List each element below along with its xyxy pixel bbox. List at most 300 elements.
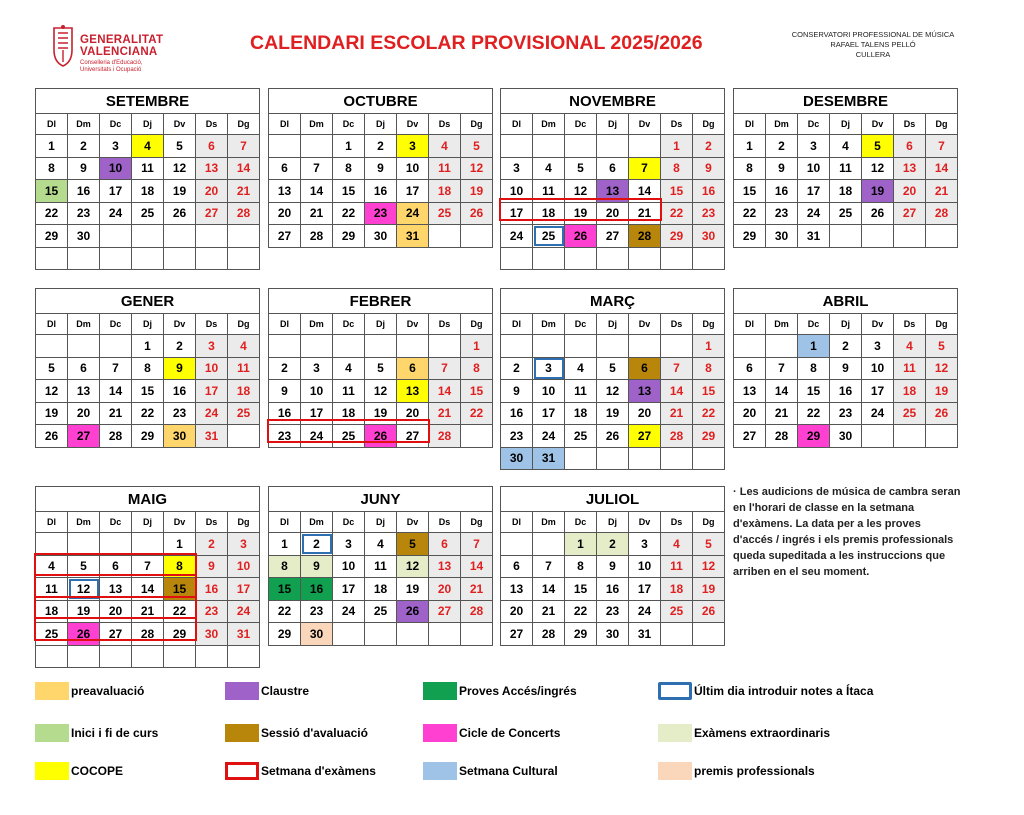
school-line-1: CONSERVATORI PROFESSIONAL DE MÚSICA bbox=[791, 30, 955, 39]
weekday-header: Dv bbox=[629, 314, 661, 335]
weekday-header: Dg bbox=[461, 512, 493, 533]
day-cell: 9 bbox=[196, 555, 228, 578]
weekday-header: Dg bbox=[926, 114, 958, 135]
weekday-header: Ds bbox=[196, 314, 228, 335]
day-cell: 19 bbox=[461, 180, 493, 203]
day-cell: 3 bbox=[533, 357, 565, 380]
day-cell: 25 bbox=[132, 202, 164, 225]
day-cell: 27 bbox=[597, 225, 629, 248]
day-cell: 2 bbox=[164, 335, 196, 358]
day-cell: 26 bbox=[36, 425, 68, 448]
weekday-header: Dj bbox=[597, 512, 629, 533]
empty-cell bbox=[693, 447, 725, 470]
day-cell: 1 bbox=[661, 135, 693, 158]
day-cell: 22 bbox=[36, 202, 68, 225]
day-cell: 3 bbox=[397, 135, 429, 158]
day-cell: 26 bbox=[597, 425, 629, 448]
day-cell: 21 bbox=[461, 578, 493, 601]
day-cell: 11 bbox=[333, 380, 365, 403]
day-cell: 21 bbox=[661, 402, 693, 425]
day-cell: 27 bbox=[100, 623, 132, 646]
day-cell: 9 bbox=[766, 157, 798, 180]
legend-item bbox=[225, 762, 376, 780]
day-cell: 13 bbox=[734, 380, 766, 403]
empty-cell bbox=[629, 447, 661, 470]
day-cell: 10 bbox=[100, 157, 132, 180]
legend-item bbox=[423, 762, 558, 780]
day-cell: 29 bbox=[693, 425, 725, 448]
empty-cell bbox=[533, 335, 565, 358]
empty-cell bbox=[100, 225, 132, 248]
day-cell: 16 bbox=[597, 578, 629, 601]
legend-item bbox=[35, 724, 158, 742]
legend-label: Proves Accés/ingrés bbox=[459, 684, 577, 698]
day-cell: 16 bbox=[693, 180, 725, 203]
day-cell: 21 bbox=[132, 600, 164, 623]
day-cell: 15 bbox=[269, 578, 301, 601]
day-cell: 3 bbox=[798, 135, 830, 158]
day-cell: 10 bbox=[501, 180, 533, 203]
day-cell: 16 bbox=[830, 380, 862, 403]
day-cell: 8 bbox=[36, 157, 68, 180]
day-cell: 18 bbox=[429, 180, 461, 203]
month-table bbox=[35, 486, 260, 668]
day-cell: 9 bbox=[365, 157, 397, 180]
empty-cell bbox=[68, 247, 100, 270]
day-cell: 24 bbox=[798, 202, 830, 225]
day-cell: 7 bbox=[429, 357, 461, 380]
month-table bbox=[500, 486, 725, 646]
day-cell: 1 bbox=[333, 135, 365, 158]
empty-cell bbox=[36, 645, 68, 668]
day-cell: 31 bbox=[397, 225, 429, 248]
month-table bbox=[35, 88, 260, 270]
month-table bbox=[733, 288, 958, 448]
day-cell: 12 bbox=[397, 555, 429, 578]
day-cell: 25 bbox=[830, 202, 862, 225]
day-cell: 5 bbox=[862, 135, 894, 158]
day-cell: 26 bbox=[926, 402, 958, 425]
empty-cell bbox=[894, 425, 926, 448]
day-cell: 10 bbox=[629, 555, 661, 578]
empty-cell bbox=[734, 335, 766, 358]
day-cell: 9 bbox=[501, 380, 533, 403]
day-cell: 31 bbox=[533, 447, 565, 470]
weekday-header: Dg bbox=[228, 512, 260, 533]
weekday-header: Dg bbox=[926, 314, 958, 335]
day-cell: 17 bbox=[301, 402, 333, 425]
day-cell: 1 bbox=[798, 335, 830, 358]
day-cell: 2 bbox=[68, 135, 100, 158]
empty-cell bbox=[228, 247, 260, 270]
weekday-header: Dl bbox=[36, 314, 68, 335]
day-cell: 14 bbox=[132, 578, 164, 601]
empty-cell bbox=[533, 135, 565, 158]
day-cell: 2 bbox=[301, 533, 333, 556]
day-cell: 4 bbox=[132, 135, 164, 158]
empty-cell bbox=[68, 335, 100, 358]
day-cell: 16 bbox=[196, 578, 228, 601]
day-cell: 8 bbox=[661, 157, 693, 180]
day-cell: 13 bbox=[100, 578, 132, 601]
day-cell: 25 bbox=[565, 425, 597, 448]
weekday-header: Dj bbox=[132, 512, 164, 533]
day-cell: 2 bbox=[830, 335, 862, 358]
empty-cell bbox=[333, 335, 365, 358]
day-cell: 24 bbox=[301, 425, 333, 448]
day-cell: 24 bbox=[862, 402, 894, 425]
day-cell: 29 bbox=[565, 623, 597, 646]
day-cell: 11 bbox=[228, 357, 260, 380]
day-cell: 11 bbox=[894, 357, 926, 380]
day-cell: 8 bbox=[461, 357, 493, 380]
day-cell: 12 bbox=[68, 578, 100, 601]
day-cell: 7 bbox=[533, 555, 565, 578]
weekday-header: Dl bbox=[36, 114, 68, 135]
weekday-header: Dm bbox=[533, 512, 565, 533]
day-cell: 27 bbox=[894, 202, 926, 225]
day-cell: 8 bbox=[693, 357, 725, 380]
day-cell: 1 bbox=[36, 135, 68, 158]
legend-item bbox=[423, 682, 577, 700]
day-cell: 6 bbox=[68, 357, 100, 380]
day-cell: 5 bbox=[68, 555, 100, 578]
weekday-header: Dv bbox=[397, 114, 429, 135]
empty-cell bbox=[533, 533, 565, 556]
empty-cell bbox=[661, 335, 693, 358]
empty-cell bbox=[164, 645, 196, 668]
empty-cell bbox=[597, 335, 629, 358]
legend-swatch bbox=[423, 762, 457, 780]
legend-label: Exàmens extraordinaris bbox=[694, 726, 831, 740]
empty-cell bbox=[533, 247, 565, 270]
day-cell: 5 bbox=[36, 357, 68, 380]
month-name: NOVEMBRE bbox=[501, 89, 725, 114]
weekday-header: Dl bbox=[36, 512, 68, 533]
day-cell: 25 bbox=[894, 402, 926, 425]
weekday-header: Dl bbox=[501, 512, 533, 533]
day-cell: 14 bbox=[461, 555, 493, 578]
day-cell: 30 bbox=[164, 425, 196, 448]
day-cell: 21 bbox=[629, 202, 661, 225]
day-cell: 15 bbox=[798, 380, 830, 403]
day-cell: 28 bbox=[429, 425, 461, 448]
weekday-header: Dc bbox=[798, 314, 830, 335]
day-cell: 4 bbox=[894, 335, 926, 358]
day-cell: 27 bbox=[429, 600, 461, 623]
day-cell: 6 bbox=[597, 157, 629, 180]
day-cell: 11 bbox=[36, 578, 68, 601]
day-cell: 3 bbox=[333, 533, 365, 556]
day-cell: 26 bbox=[862, 202, 894, 225]
day-cell: 11 bbox=[132, 157, 164, 180]
month-table bbox=[35, 288, 260, 448]
day-cell: 23 bbox=[164, 402, 196, 425]
day-cell: 29 bbox=[132, 425, 164, 448]
weekday-header: Dg bbox=[693, 512, 725, 533]
weekday-header: Dc bbox=[333, 512, 365, 533]
empty-cell bbox=[301, 135, 333, 158]
day-cell: 20 bbox=[429, 578, 461, 601]
day-cell: 24 bbox=[196, 402, 228, 425]
empty-cell bbox=[461, 225, 493, 248]
day-cell: 26 bbox=[164, 202, 196, 225]
day-cell: 15 bbox=[565, 578, 597, 601]
day-cell: 23 bbox=[269, 425, 301, 448]
day-cell: 4 bbox=[830, 135, 862, 158]
weekday-header: Dv bbox=[164, 512, 196, 533]
weekday-header: Ds bbox=[894, 314, 926, 335]
day-cell: 26 bbox=[461, 202, 493, 225]
empty-cell bbox=[629, 135, 661, 158]
weekday-header: Dv bbox=[629, 114, 661, 135]
day-cell: 17 bbox=[629, 578, 661, 601]
empty-cell bbox=[397, 335, 429, 358]
day-cell: 27 bbox=[734, 425, 766, 448]
day-cell: 23 bbox=[830, 402, 862, 425]
day-cell: 7 bbox=[100, 357, 132, 380]
page-title: CALENDARI ESCOLAR PROVISIONAL 2025/2026 bbox=[250, 32, 703, 54]
day-cell: 10 bbox=[196, 357, 228, 380]
day-cell: 15 bbox=[661, 180, 693, 203]
day-cell: 4 bbox=[365, 533, 397, 556]
day-cell: 21 bbox=[228, 180, 260, 203]
weekday-header: Dv bbox=[164, 114, 196, 135]
day-cell: 20 bbox=[68, 402, 100, 425]
day-cell: 7 bbox=[926, 135, 958, 158]
day-cell: 17 bbox=[228, 578, 260, 601]
weekday-header: Dm bbox=[68, 114, 100, 135]
day-cell: 30 bbox=[365, 225, 397, 248]
day-cell: 2 bbox=[196, 533, 228, 556]
weekday-header: Dv bbox=[629, 512, 661, 533]
day-cell: 16 bbox=[301, 578, 333, 601]
day-cell: 3 bbox=[228, 533, 260, 556]
day-cell: 20 bbox=[501, 600, 533, 623]
weekday-header: Dj bbox=[132, 314, 164, 335]
weekday-header: Dj bbox=[365, 314, 397, 335]
day-cell: 21 bbox=[926, 180, 958, 203]
day-cell: 22 bbox=[661, 202, 693, 225]
legend-label: Últim dia introduir notes a Ítaca bbox=[694, 684, 874, 698]
day-cell: 23 bbox=[693, 202, 725, 225]
weekday-header: Dl bbox=[501, 314, 533, 335]
day-cell: 7 bbox=[228, 135, 260, 158]
legend-label: Inici i fi de curs bbox=[71, 726, 159, 740]
day-cell: 17 bbox=[798, 180, 830, 203]
day-cell: 23 bbox=[301, 600, 333, 623]
day-cell: 22 bbox=[269, 600, 301, 623]
day-cell: 13 bbox=[501, 578, 533, 601]
day-cell: 23 bbox=[766, 202, 798, 225]
day-cell: 18 bbox=[333, 402, 365, 425]
month-name: SETEMBRE bbox=[36, 89, 260, 114]
day-cell: 10 bbox=[301, 380, 333, 403]
day-cell: 4 bbox=[565, 357, 597, 380]
day-cell: 10 bbox=[798, 157, 830, 180]
month-name: GENER bbox=[36, 289, 260, 314]
weekday-header: Dg bbox=[461, 114, 493, 135]
empty-cell bbox=[429, 225, 461, 248]
day-cell: 8 bbox=[798, 357, 830, 380]
empty-cell bbox=[164, 247, 196, 270]
month-name: MARÇ bbox=[501, 289, 725, 314]
empty-cell bbox=[429, 335, 461, 358]
weekday-header: Dv bbox=[397, 314, 429, 335]
empty-cell bbox=[629, 335, 661, 358]
day-cell: 3 bbox=[301, 357, 333, 380]
crest-icon bbox=[50, 24, 76, 68]
day-cell: 5 bbox=[397, 533, 429, 556]
empty-cell bbox=[100, 645, 132, 668]
day-cell: 26 bbox=[565, 225, 597, 248]
day-cell: 6 bbox=[100, 555, 132, 578]
day-cell: 5 bbox=[565, 157, 597, 180]
day-cell: 28 bbox=[132, 623, 164, 646]
month-name: OCTUBRE bbox=[269, 89, 493, 114]
legend-swatch bbox=[225, 724, 259, 742]
day-cell: 4 bbox=[533, 157, 565, 180]
weekday-header: Dc bbox=[333, 314, 365, 335]
day-cell: 30 bbox=[301, 623, 333, 646]
weekday-header: Dm bbox=[766, 314, 798, 335]
day-cell: 14 bbox=[100, 380, 132, 403]
day-cell: 18 bbox=[565, 402, 597, 425]
day-cell: 6 bbox=[397, 357, 429, 380]
day-cell: 6 bbox=[501, 555, 533, 578]
weekday-header: Dj bbox=[365, 114, 397, 135]
day-cell: 27 bbox=[68, 425, 100, 448]
legend-label: Setmana d'exàmens bbox=[261, 764, 376, 778]
day-cell: 2 bbox=[597, 533, 629, 556]
month-table bbox=[500, 288, 725, 470]
day-cell: 12 bbox=[36, 380, 68, 403]
weekday-header: Dm bbox=[533, 314, 565, 335]
legend-item bbox=[35, 762, 123, 780]
day-cell: 6 bbox=[196, 135, 228, 158]
day-cell: 5 bbox=[926, 335, 958, 358]
day-cell: 24 bbox=[533, 425, 565, 448]
day-cell: 22 bbox=[461, 402, 493, 425]
day-cell: 20 bbox=[734, 402, 766, 425]
day-cell: 19 bbox=[693, 578, 725, 601]
day-cell: 29 bbox=[798, 425, 830, 448]
empty-cell bbox=[501, 247, 533, 270]
day-cell: 9 bbox=[693, 157, 725, 180]
day-cell: 12 bbox=[461, 157, 493, 180]
legend-swatch bbox=[423, 682, 457, 700]
day-cell: 30 bbox=[501, 447, 533, 470]
empty-cell bbox=[597, 135, 629, 158]
empty-cell bbox=[365, 335, 397, 358]
weekday-header: Ds bbox=[661, 512, 693, 533]
weekday-header: Dv bbox=[397, 512, 429, 533]
weekday-header: Dc bbox=[100, 512, 132, 533]
empty-cell bbox=[333, 623, 365, 646]
day-cell: 30 bbox=[597, 623, 629, 646]
weekday-header: Ds bbox=[196, 114, 228, 135]
day-cell: 16 bbox=[164, 380, 196, 403]
day-cell: 21 bbox=[301, 202, 333, 225]
empty-cell bbox=[228, 225, 260, 248]
day-cell: 9 bbox=[164, 357, 196, 380]
weekday-header: Dl bbox=[269, 114, 301, 135]
empty-cell bbox=[164, 225, 196, 248]
empty-cell bbox=[661, 247, 693, 270]
day-cell: 25 bbox=[333, 425, 365, 448]
day-cell: 12 bbox=[926, 357, 958, 380]
day-cell: 18 bbox=[228, 380, 260, 403]
legend-item bbox=[225, 682, 309, 700]
day-cell: 6 bbox=[734, 357, 766, 380]
empty-cell bbox=[862, 225, 894, 248]
day-cell: 15 bbox=[693, 380, 725, 403]
day-cell: 28 bbox=[629, 225, 661, 248]
day-cell: 24 bbox=[228, 600, 260, 623]
day-cell: 29 bbox=[734, 225, 766, 248]
day-cell: 27 bbox=[397, 425, 429, 448]
day-cell: 25 bbox=[365, 600, 397, 623]
legend-swatch bbox=[658, 724, 692, 742]
weekday-header: Ds bbox=[429, 314, 461, 335]
day-cell: 17 bbox=[196, 380, 228, 403]
day-cell: 30 bbox=[830, 425, 862, 448]
legend-item bbox=[225, 724, 368, 742]
empty-cell bbox=[565, 135, 597, 158]
day-cell: 18 bbox=[830, 180, 862, 203]
day-cell: 4 bbox=[36, 555, 68, 578]
day-cell: 18 bbox=[132, 180, 164, 203]
day-cell: 20 bbox=[397, 402, 429, 425]
empty-cell bbox=[132, 225, 164, 248]
day-cell: 20 bbox=[629, 402, 661, 425]
legend-label: Cicle de Concerts bbox=[459, 726, 561, 740]
day-cell: 24 bbox=[629, 600, 661, 623]
empty-cell bbox=[597, 247, 629, 270]
empty-cell bbox=[36, 247, 68, 270]
weekday-header: Dc bbox=[565, 512, 597, 533]
legend-swatch bbox=[423, 724, 457, 742]
day-cell: 23 bbox=[68, 202, 100, 225]
day-cell: 18 bbox=[36, 600, 68, 623]
day-cell: 14 bbox=[661, 380, 693, 403]
day-cell: 15 bbox=[734, 180, 766, 203]
weekday-header: Dm bbox=[301, 512, 333, 533]
day-cell: 1 bbox=[693, 335, 725, 358]
empty-cell bbox=[269, 335, 301, 358]
weekday-header: Dv bbox=[862, 114, 894, 135]
empty-cell bbox=[196, 645, 228, 668]
day-cell: 6 bbox=[894, 135, 926, 158]
generalitat-logo bbox=[50, 24, 180, 76]
day-cell: 18 bbox=[533, 202, 565, 225]
day-cell: 11 bbox=[533, 180, 565, 203]
day-cell: 27 bbox=[501, 623, 533, 646]
weekday-header: Dg bbox=[228, 114, 260, 135]
day-cell: 25 bbox=[228, 402, 260, 425]
weekday-header: Dc bbox=[565, 314, 597, 335]
day-cell: 17 bbox=[501, 202, 533, 225]
day-cell: 30 bbox=[196, 623, 228, 646]
day-cell: 22 bbox=[333, 202, 365, 225]
weekday-header: Dm bbox=[766, 114, 798, 135]
day-cell: 21 bbox=[429, 402, 461, 425]
day-cell: 28 bbox=[766, 425, 798, 448]
day-cell: 6 bbox=[429, 533, 461, 556]
day-cell: 7 bbox=[461, 533, 493, 556]
day-cell: 20 bbox=[597, 202, 629, 225]
weekday-header: Dj bbox=[830, 314, 862, 335]
